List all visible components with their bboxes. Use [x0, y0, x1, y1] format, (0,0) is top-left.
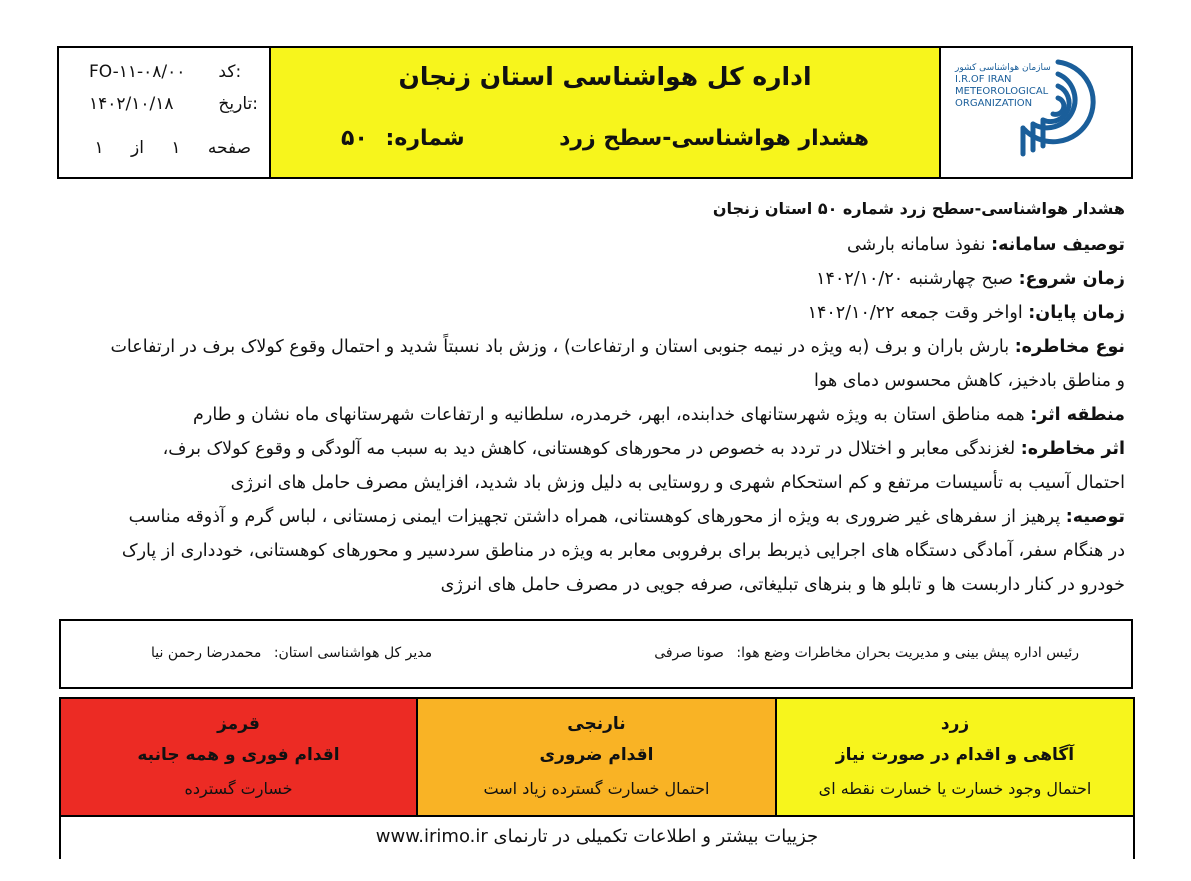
start-time-label: زمان شروع: [1018, 269, 1125, 289]
start-time-row [65, 262, 1125, 296]
level-red-name: قرمز [217, 714, 260, 734]
logo-en-line2: METEOROLOGICAL [955, 86, 1049, 97]
director-signature [151, 645, 432, 661]
advice-continuation-2: خودرو در کنار داربست ها و تابلو ها و بنرهای تبلیغاتی، صرفه جویی در مصرف حامل های انرژی [440, 575, 1125, 595]
director-name: محمدرضا رحمن نیا [151, 645, 262, 661]
affected-area-value: همه مناطق استان به ویژه شهرستانهای خدابنده، ابهر، خرمدره، سلطانیه و ارتفاعات شهرستانهای ماه نشان و طارم [193, 405, 1025, 425]
hazard-type-continuation: و مناطق بادخیز، کاهش محسوس دمای هوا [814, 371, 1125, 391]
level-orange-name: نارنجی [567, 714, 626, 734]
more-info-note: جزییات بیشتر و اطلاعات تکمیلی در تارنمای www.irimo.ir [61, 817, 1133, 859]
level-yellow-name: زرد [940, 714, 970, 734]
system-description-value: نفوذ سامانه بارشی [846, 235, 986, 255]
warning-number-value: ۵۰ [341, 126, 368, 151]
affected-area-row [65, 398, 1125, 432]
level-yellow-description: احتمال وجود خسارت یا خسارت نقطه ای [818, 779, 1092, 798]
warning-level-title: هشدار هواشناسی-سطح زرد [559, 126, 869, 151]
end-time-label: زمان پایان: [1028, 303, 1125, 323]
hazard-type-line1: بارش باران و برف (به ویژه در نیمه جنوبی استان و ارتفاعات) ، وزش باد نسبتاً شدید و احتمال وقوع کولاک برف در ارتفاعات [110, 337, 1010, 357]
level-orange-action: اقدام ضروری [539, 745, 654, 765]
form-code-label: کد: [218, 62, 242, 82]
page-of: از [130, 138, 144, 158]
logo-en-line1: I.R.OF IRAN [955, 74, 1012, 85]
form-page-row [94, 138, 251, 158]
hazard-type-label: نوع مخاطره: [1014, 337, 1125, 357]
form-date-value: ۱۴۰۲/۱۰/۱۸ [89, 94, 174, 114]
body-heading: هشدار هواشناسی-سطح زرد شماره ۵۰ استان زنجان [712, 199, 1125, 218]
form-date-row [89, 94, 258, 114]
form-code-value: FO-۱۱-۰۸/۰۰ [89, 62, 186, 82]
warning-number [341, 126, 465, 151]
level-red-action: اقدام فوری و همه جانبه [137, 745, 340, 765]
advice-continuation-1: در هنگام سفر، آمادگی دستگاه های اجرایی ذیربط برای برفروبی معابر به ویژه در مناطق سردسیر و محورهای کوهستانی، خودداری از پارک [121, 541, 1125, 561]
signature-box [59, 619, 1133, 689]
level-orange-description: احتمال خسارت گسترده زیاد است [483, 779, 710, 798]
end-time-row [65, 296, 1125, 330]
hazard-effect-continuation: احتمال آسیب به تأسیسات مرتفع و کم استحکام شهری و روستایی به دلیل وزش باد شدید، افزایش مصرف حامل های انرژی [230, 473, 1125, 493]
level-red [61, 699, 418, 817]
meteorological-organization-logo-icon [1013, 54, 1103, 170]
advice-line1: پرهیز از سفرهای غیر ضروری به ویژه از محورهای کوهستانی، همراه داشتن تجهیزات ایمنی زمستانی ، لباس گرم و آذوقه مناسب [128, 507, 1061, 527]
document-header [57, 46, 1133, 179]
page-current: ۱ [171, 138, 181, 158]
forecast-head-name: صونا صرفی [654, 645, 724, 661]
warning-levels-table [59, 697, 1135, 859]
warning-body [65, 194, 1125, 602]
advice-row [65, 500, 1125, 534]
level-yellow-action: آگاهی و اقدام در صورت نیاز [835, 745, 1075, 765]
form-meta-box [59, 48, 271, 177]
affected-area-label: منطقه اثر: [1030, 405, 1125, 425]
level-yellow [777, 699, 1133, 817]
form-date-label: تاریخ: [218, 94, 258, 114]
header-title-box [271, 48, 939, 177]
hazard-effect-label: اثر مخاطره: [1020, 439, 1125, 459]
logo-fa-text: سازمان هواشناسی کشور [955, 63, 1051, 73]
hazard-effect-line1: لغزندگی معابر و اختلال در تردد به خصوص در محورهای کوهستانی، کاهش دید به سبب مه آلودگی و وقوع کولاک برف، [162, 439, 1016, 459]
system-description-label: توصیف سامانه: [991, 235, 1125, 255]
end-time-value: اواخر وقت جمعه ۱۴۰۲/۱۰/۲۲ [807, 303, 1023, 323]
warning-number-label: شماره: [385, 126, 465, 151]
level-orange [418, 699, 777, 817]
logo-box [939, 48, 1131, 177]
org-title: اداره کل هواشناسی استان زنجان [398, 62, 812, 91]
forecast-head-signature [654, 645, 1079, 661]
advice-label: توصیه: [1065, 507, 1125, 527]
forecast-head-label: رئیس اداره پیش بینی و مدیریت بحران مخاطرات وضع هوا: [736, 645, 1079, 661]
page-label: صفحه [207, 138, 251, 158]
system-description-row [65, 228, 1125, 262]
start-time-value: صبح چهارشنبه ۱۴۰۲/۱۰/۲۰ [816, 269, 1013, 289]
hazard-type-row [65, 330, 1125, 364]
level-red-description: خسارت گسترده [184, 779, 293, 798]
hazard-effect-row [65, 432, 1125, 466]
form-code-row [89, 62, 241, 82]
page-total: ۱ [94, 138, 104, 158]
director-label: مدیر کل هواشناسی استان: [273, 645, 433, 661]
logo-en-line3: ORGANIZATION [955, 98, 1033, 109]
